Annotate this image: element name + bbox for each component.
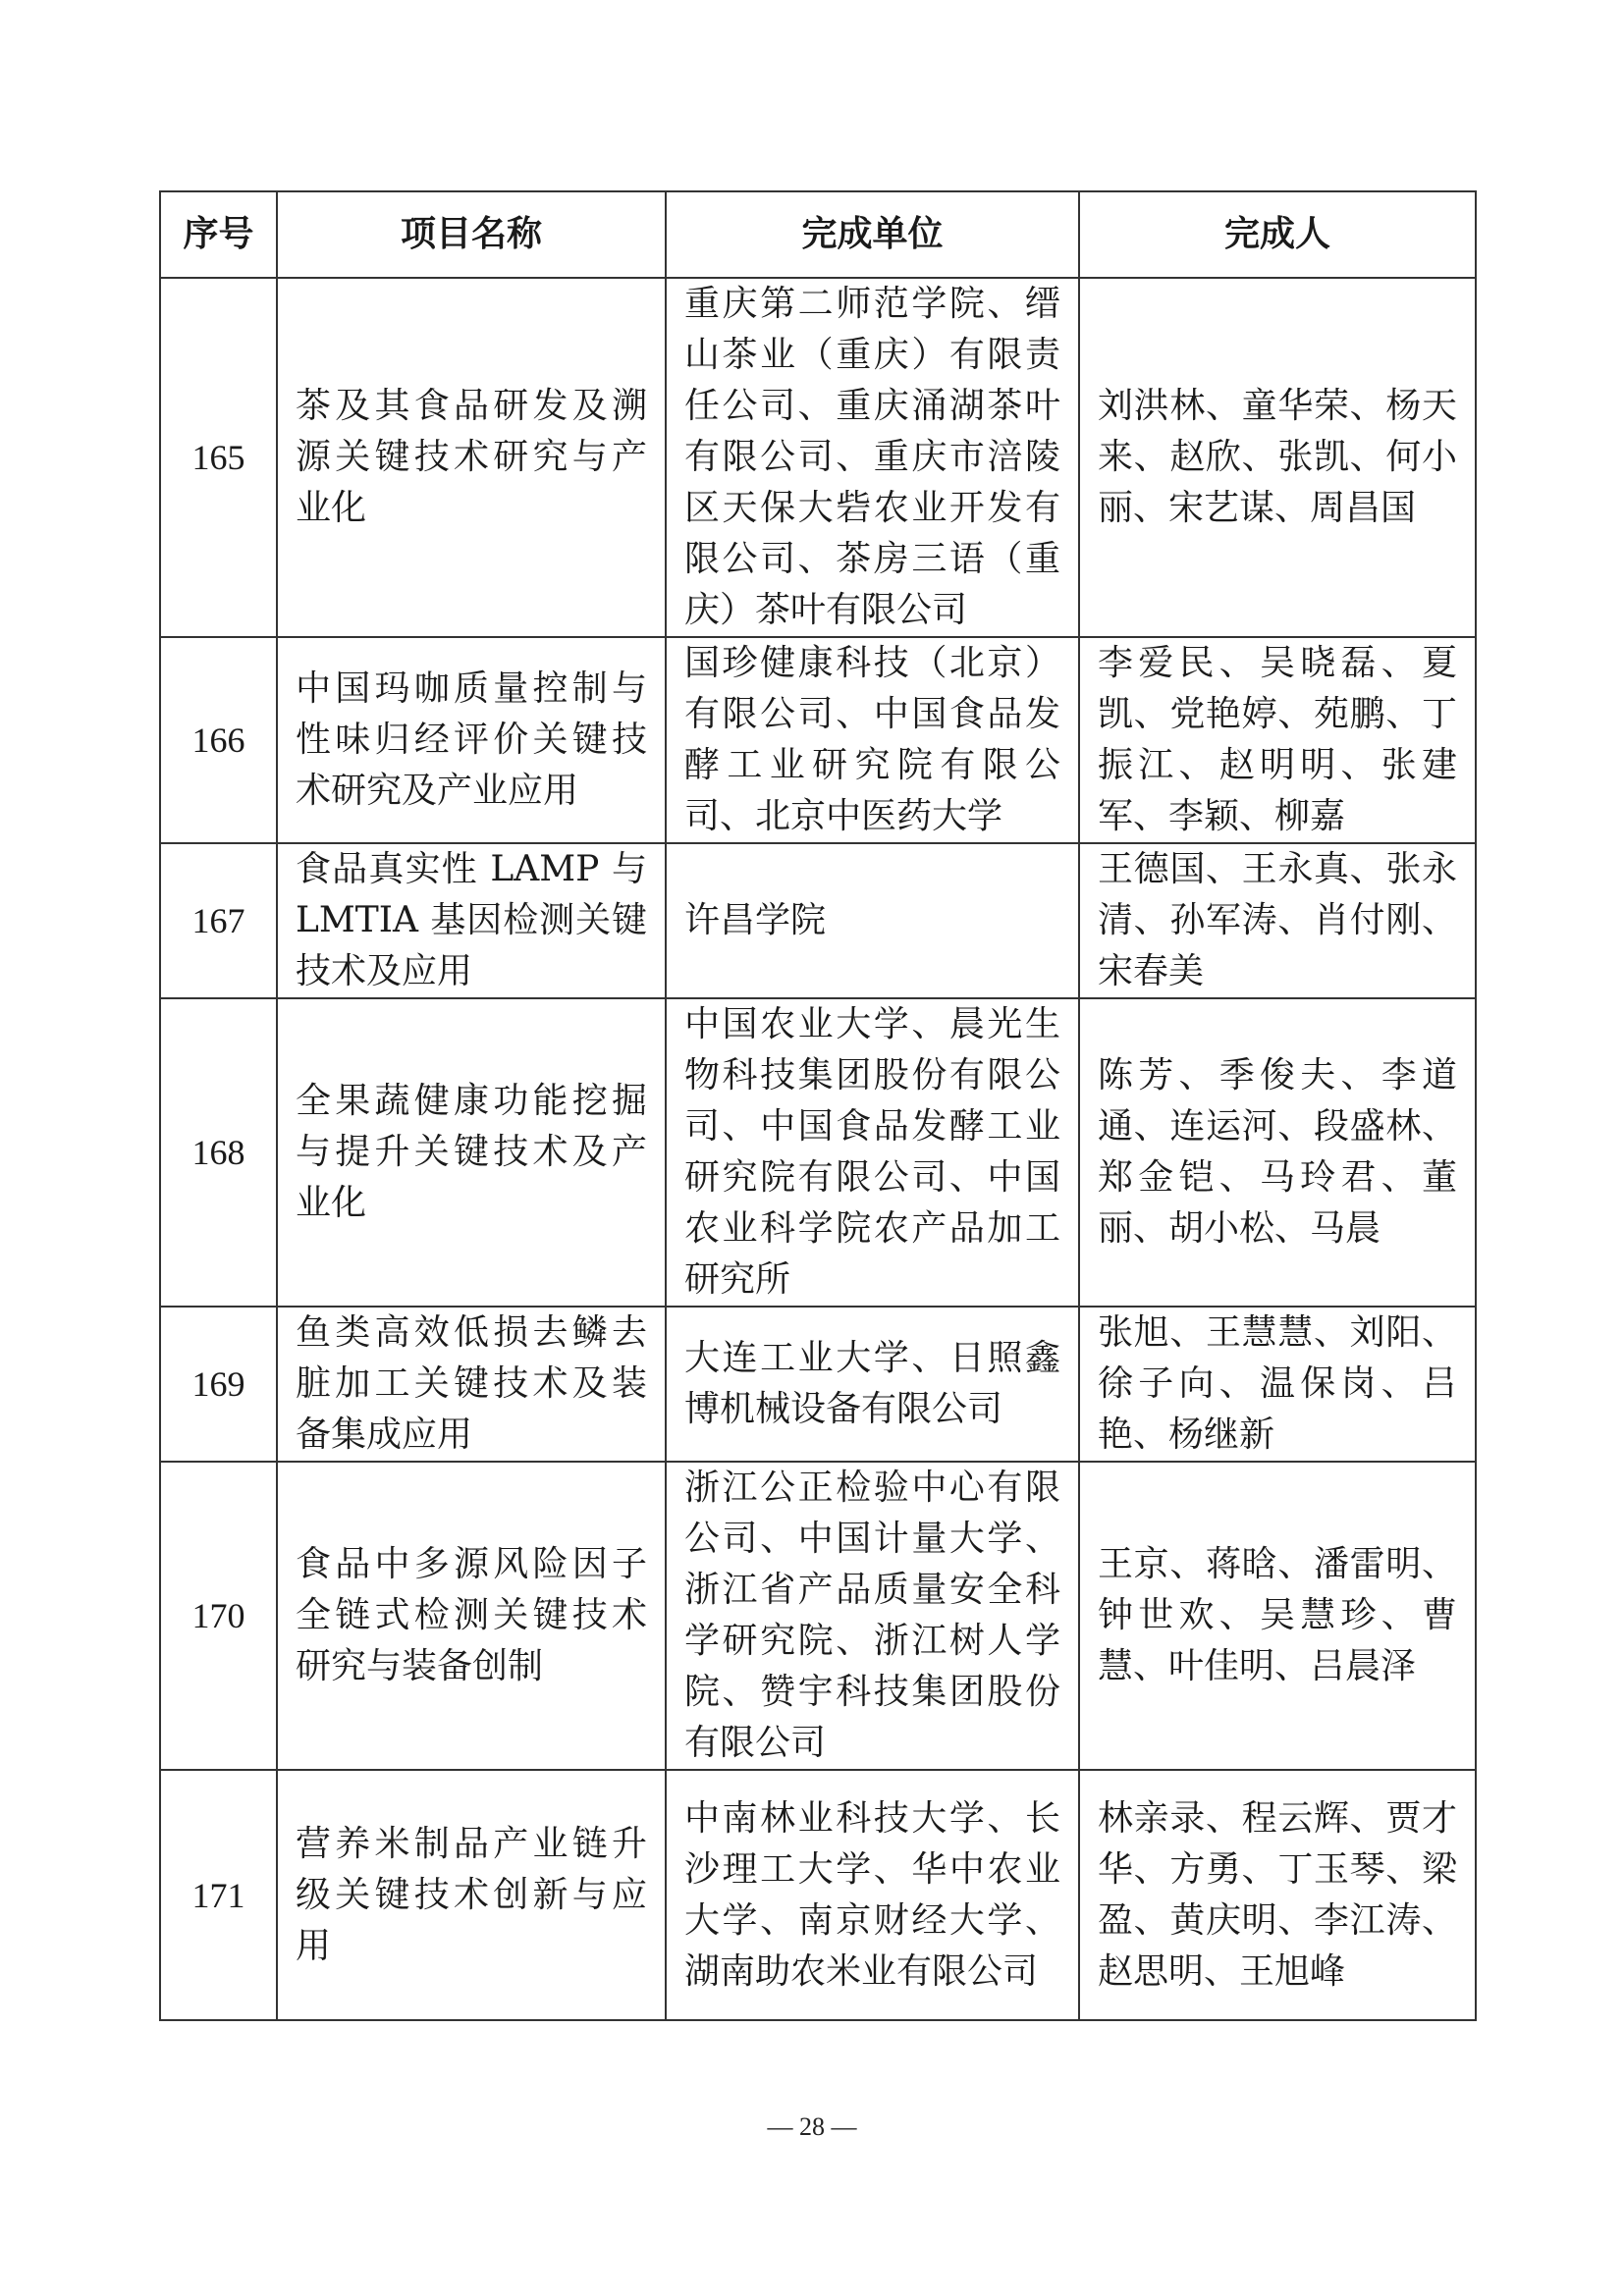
row-completing-person: 陈芳、季俊夫、李道通、连运河、段盛林、郑金铠、马玲君、董丽、胡小松、马晨 (1079, 998, 1476, 1307)
table-header-row (160, 191, 1476, 278)
row-project-name: 鱼类高效低损去鳞去脏加工关键技术及装备集成应用 (277, 1307, 666, 1462)
row-completing-person: 林亲录、程云辉、贾才华、方勇、丁玉琴、梁盈、黄庆明、李江涛、赵思明、王旭峰 (1079, 1770, 1476, 2020)
row-completing-person: 张旭、王慧慧、刘阳、徐子向、温保岗、吕艳、杨继新 (1079, 1307, 1476, 1462)
award-table (159, 190, 1477, 2021)
table-row (160, 843, 1476, 998)
row-completing-person: 王德国、王永真、张永清、孙军涛、肖付刚、宋春美 (1079, 843, 1476, 998)
row-completing-unit: 大连工业大学、日照鑫博机械设备有限公司 (666, 1307, 1079, 1462)
row-project-name: 食品真实性 LAMP 与 LMTIA 基因检测关键技术及应用 (277, 843, 666, 998)
row-project-name: 营养米制品产业链升级关键技术创新与应用 (277, 1770, 666, 2020)
page-number: — 28 — (767, 2112, 857, 2141)
row-completing-person: 王京、蒋晗、潘雷明、钟世欢、吴慧珍、曹慧、叶佳明、吕晨泽 (1079, 1462, 1476, 1770)
row-project-name: 茶及其食品研发及溯源关键技术研究与产业化 (277, 278, 666, 637)
header-completing-unit: 完成单位 (666, 191, 1079, 278)
row-project-name: 全果蔬健康功能挖掘与提升关键技术及产业化 (277, 998, 666, 1307)
row-no: 170 (160, 1462, 277, 1770)
row-no: 168 (160, 998, 277, 1307)
row-no: 167 (160, 843, 277, 998)
row-project-name: 食品中多源风险因子全链式检测关键技术研究与装备创制 (277, 1462, 666, 1770)
row-completing-unit: 国珍健康科技（北京）有限公司、中国食品发酵工业研究院有限公司、北京中医药大学 (666, 637, 1079, 843)
header-project-name: 项目名称 (277, 191, 666, 278)
row-no: 171 (160, 1770, 277, 2020)
table-row (160, 1770, 1476, 2020)
row-completing-person: 刘洪林、童华荣、杨天来、赵欣、张凯、何小丽、宋艺谋、周昌国 (1079, 278, 1476, 637)
row-completing-unit: 许昌学院 (666, 843, 1079, 998)
table-row (160, 998, 1476, 1307)
header-no: 序号 (160, 191, 277, 278)
table-row (160, 637, 1476, 843)
row-no: 169 (160, 1307, 277, 1462)
row-project-name: 中国玛咖质量控制与性味归经评价关键技术研究及产业应用 (277, 637, 666, 843)
header-completing-person: 完成人 (1079, 191, 1476, 278)
table-row (160, 1462, 1476, 1770)
row-no: 165 (160, 278, 277, 637)
table-row (160, 1307, 1476, 1462)
row-completing-unit: 重庆第二师范学院、缙山茶业（重庆）有限责任公司、重庆涌湖茶叶有限公司、重庆市涪陵区天保大砦农业开发有限公司、茶房三语（重庆）茶叶有限公司 (666, 278, 1079, 637)
table-row (160, 278, 1476, 637)
row-completing-unit: 中国农业大学、晨光生物科技集团股份有限公司、中国食品发酵工业研究院有限公司、中国农业科学院农产品加工研究所 (666, 998, 1079, 1307)
row-no: 166 (160, 637, 277, 843)
row-completing-unit: 浙江公正检验中心有限公司、中国计量大学、浙江省产品质量安全科学研究院、浙江树人学院、赞宇科技集团股份有限公司 (666, 1462, 1079, 1770)
row-completing-unit: 中南林业科技大学、长沙理工大学、华中农业大学、南京财经大学、湖南助农米业有限公司 (666, 1770, 1079, 2020)
row-completing-person: 李爱民、吴晓磊、夏凯、党艳婷、苑鹏、丁振江、赵明明、张建军、李颖、柳嘉 (1079, 637, 1476, 843)
